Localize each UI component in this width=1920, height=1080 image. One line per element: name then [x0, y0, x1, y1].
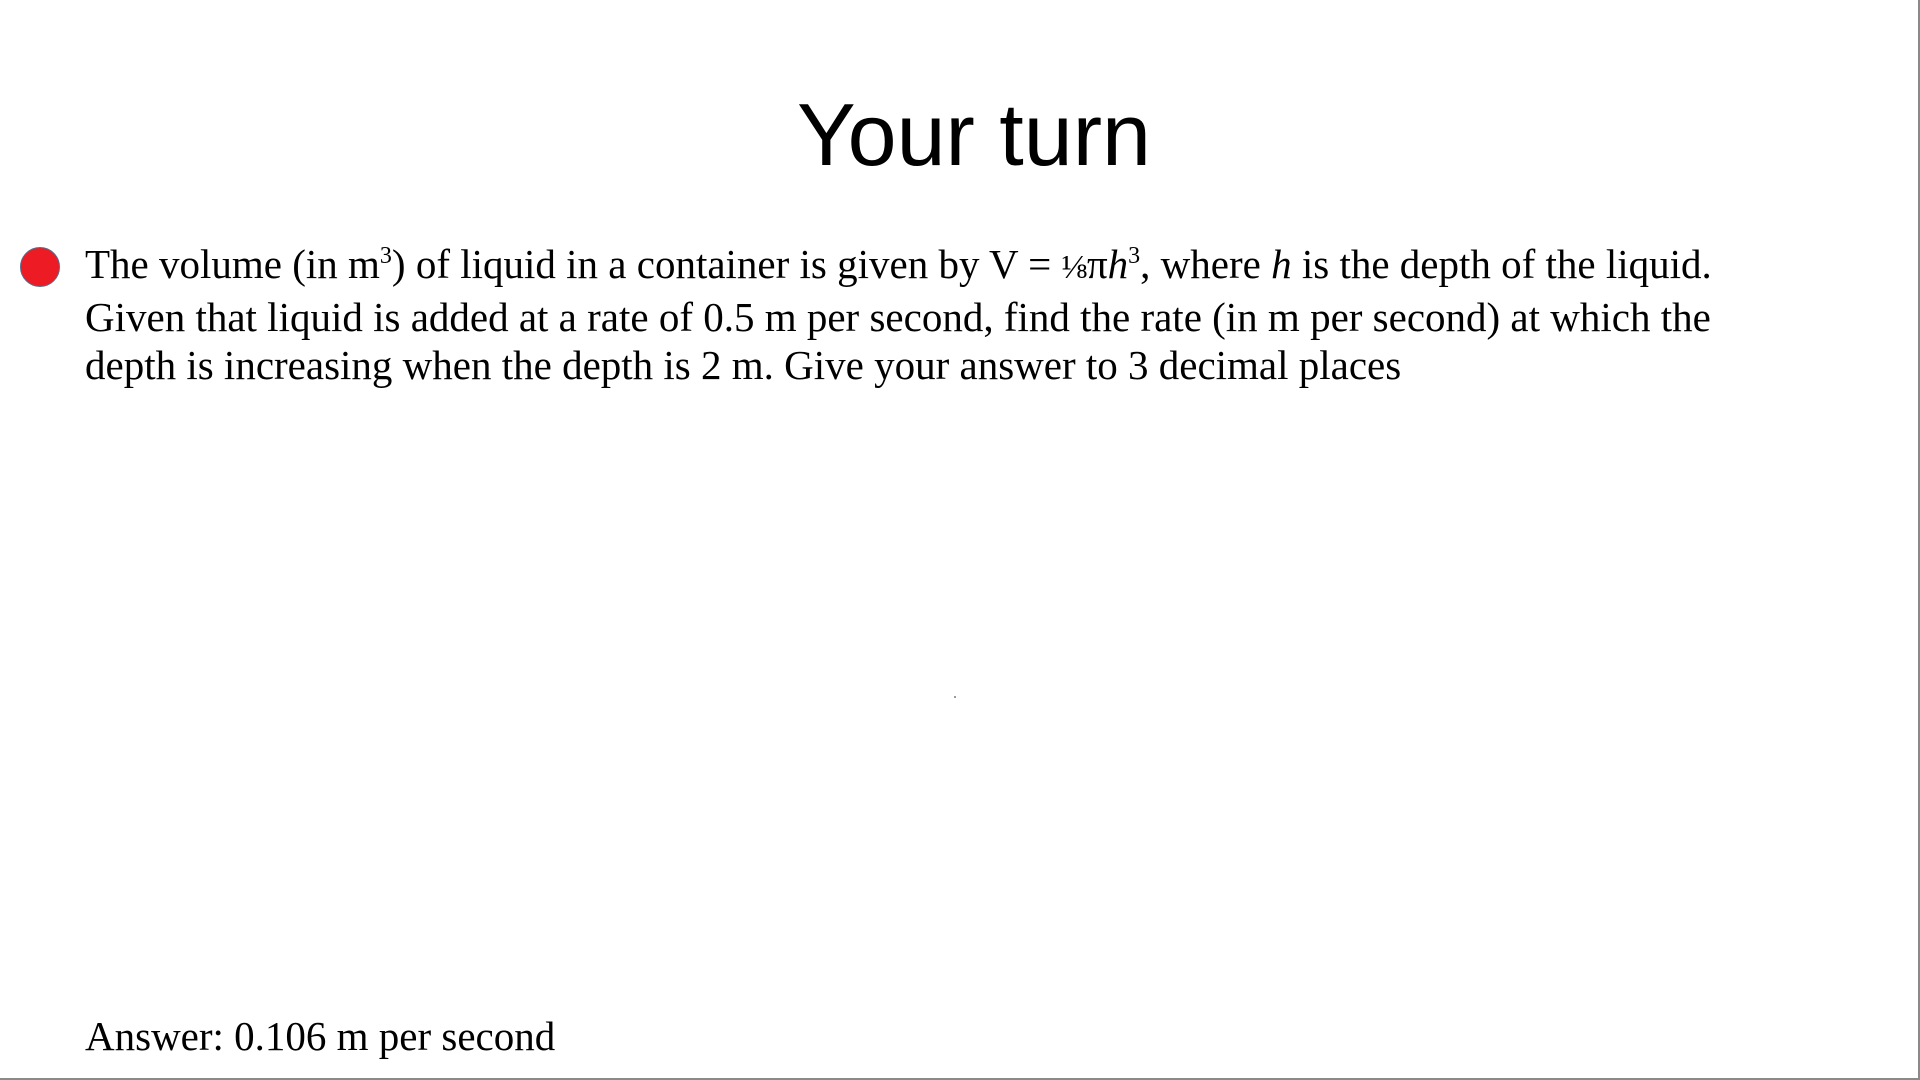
- variable-h: h: [1107, 241, 1129, 287]
- question-text-segment: ) of liquid in a container is given by V =: [391, 241, 1062, 287]
- red-bullet-icon: [20, 247, 60, 287]
- question-text-segment: is the depth of the liquid.: [1291, 241, 1712, 287]
- pi-symbol: π: [1086, 241, 1108, 287]
- cubic-superscript: 3: [379, 243, 392, 269]
- question-text-segment: , where: [1140, 241, 1272, 287]
- fraction-one-eighth: ⅛: [1061, 249, 1087, 286]
- question-text: [85, 240, 1885, 390]
- cubic-superscript: 3: [1128, 243, 1141, 269]
- answer-text: Answer: 0.106 m per second: [85, 1013, 556, 1059]
- question-text-segment: The volume (in m: [85, 241, 380, 287]
- question-line-1: [85, 240, 1885, 293]
- question-line-3: depth is increasing when the depth is 2 m. Give your answer to 3 decimal places: [85, 342, 1402, 388]
- stray-dot: [954, 696, 956, 698]
- slide-title: Your turn: [797, 85, 1151, 184]
- question-line-2: Given that liquid is added at a rate of 0.5 m per second, find the rate (in m per second) at which the: [85, 293, 1711, 340]
- variable-h: h: [1271, 241, 1292, 287]
